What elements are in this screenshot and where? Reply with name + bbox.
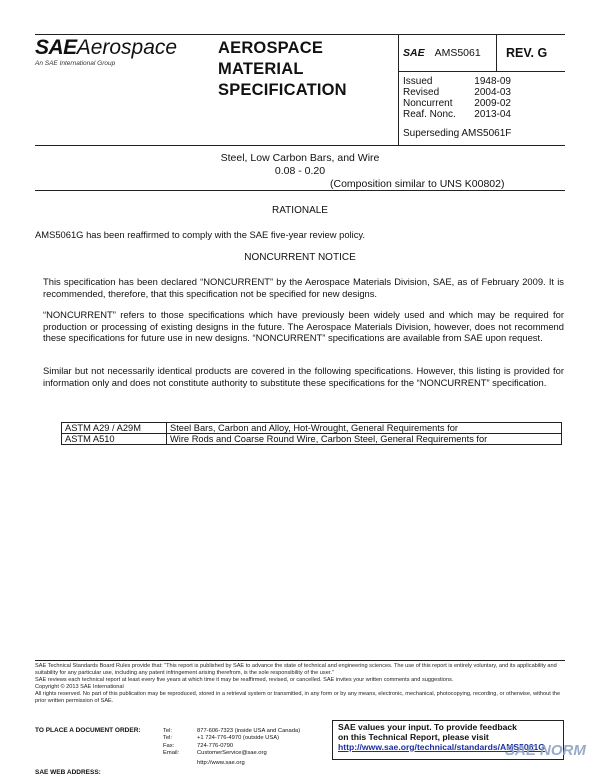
spec-code: ASTM A29 / A29M <box>62 423 167 434</box>
contact-list <box>163 728 300 767</box>
contact-row: Email: CustomerService@sae.org <box>163 749 267 756</box>
date-row-revised: Revised 2004-03 <box>403 87 511 98</box>
web-link[interactable]: http://www.sae.org <box>197 760 245 767</box>
superseding-note: Superseding AMS5061F <box>403 128 512 139</box>
top-rule <box>35 34 565 35</box>
web-address-label: SAE WEB ADDRESS: <box>35 769 101 776</box>
title-bottom-rule <box>35 190 565 191</box>
order-label: TO PLACE A DOCUMENT ORDER: <box>35 727 141 734</box>
notice-paragraph-1: This specification has been declared “NONCURRENT” by the Aerospace Materials Division, SAE, as of February 2009. It is recommended, therefore, that this specification not be specified for new designs. <box>43 276 564 299</box>
table-row <box>62 434 562 445</box>
notice-paragraph-3: Similar but not necessarily identical products are covered in the following specifications. However, this listing is provided for information only and does not constitute authority to substitute these specifications for the “NONCURRENT” specification. <box>43 365 564 388</box>
watermark-logo: SAE NORM <box>505 742 586 759</box>
header-divider-left <box>398 34 399 145</box>
header-divider-rev <box>496 34 497 71</box>
email-link[interactable]: CustomerService@sae.org <box>197 749 267 756</box>
date-list <box>403 76 511 120</box>
spec-code: ASTM A510 <box>62 434 167 445</box>
feedback-link[interactable]: http://www.sae.org/technical/standards/AMS5061G <box>338 741 545 752</box>
footer-rule <box>35 660 565 661</box>
logo-subtitle: An SAE International Group <box>35 60 116 67</box>
noncurrent-heading: NONCURRENT NOTICE <box>244 252 356 263</box>
table-row <box>62 423 562 434</box>
spec-description: Wire Rods and Coarse Round Wire, Carbon Steel, General Requirements for <box>167 434 562 445</box>
contact-row: Tel: +1 724-776-4970 (outside USA) <box>163 735 280 742</box>
date-row-issued: Issued 1948-09 <box>403 76 511 87</box>
alternate-specs-table <box>61 422 562 445</box>
rationale-text: AMS5061G has been reaffirmed to comply with the SAE five-year review policy. <box>35 229 366 240</box>
header-bottom-rule <box>35 145 565 146</box>
contact-row: Tel: 877-606-7323 (inside USA and Canada) <box>163 728 301 734</box>
date-row-noncurrent: Noncurrent 2009-02 <box>403 98 511 109</box>
document-number: SAE AMS5061 <box>403 47 481 59</box>
number-box-rule <box>398 71 565 72</box>
feedback-box: SAE values your input. To provide feedback on this Technical Report, please visit http://www.sae.org/technical/standards/AMS5061G <box>332 720 564 760</box>
date-row-reaffirmed: Reaf. Nonc. 2013-04 <box>403 109 511 120</box>
legal-notice: SAE Technical Standards Board Rules provide that: “This report is published by SAE to advance the state of technical and engineering sciences. The use of this report is entirely voluntary, and its applicability and suitability for any particular use, including any patent infringement arising therefrom, is the sole responsibility of the user.” SAE reviews each technical report at least every five years at which time it may be reaffirmed, revised, or cancelled. SAE invites your written comments and suggestions. Copyright © 2013 SAE International All rights reserved. No part of this publication may be reproduced, stored in a retrieval system or transmitted, in any form or by any means, electronic, mechanical, photocopying, recording, or otherwise, without the prior written permission of SAE. <box>35 663 561 705</box>
revision-label: REV. G <box>506 46 548 60</box>
notice-paragraph-2: “NONCURRENT” refers to those specifications which have previously been widely used and which may be required for production or processing of existing designs in the future. The Aerospace Materials Division, however, does not recommend these specifications for future use in new designs. “NONCURRENT” specifications are available from SAE upon request. <box>43 309 564 343</box>
sae-aerospace-logo: SAEAerospace <box>35 36 178 59</box>
composition-note: (Composition similar to UNS K00802) <box>330 178 505 190</box>
spec-description: Steel Bars, Carbon and Alloy, Hot-Wrought, General Requirements for <box>167 423 562 434</box>
document-type: AEROSPACE MATERIAL SPECIFICATION <box>218 39 347 99</box>
contact-row <box>163 760 300 767</box>
contact-row: Fax: 724-776-0790 <box>163 742 234 749</box>
rationale-heading: RATIONALE <box>272 205 328 216</box>
document-subject: Steel, Low Carbon Bars, and Wire 0.08 - 0.20 <box>220 152 380 177</box>
sae-mark: SAE <box>403 47 425 59</box>
